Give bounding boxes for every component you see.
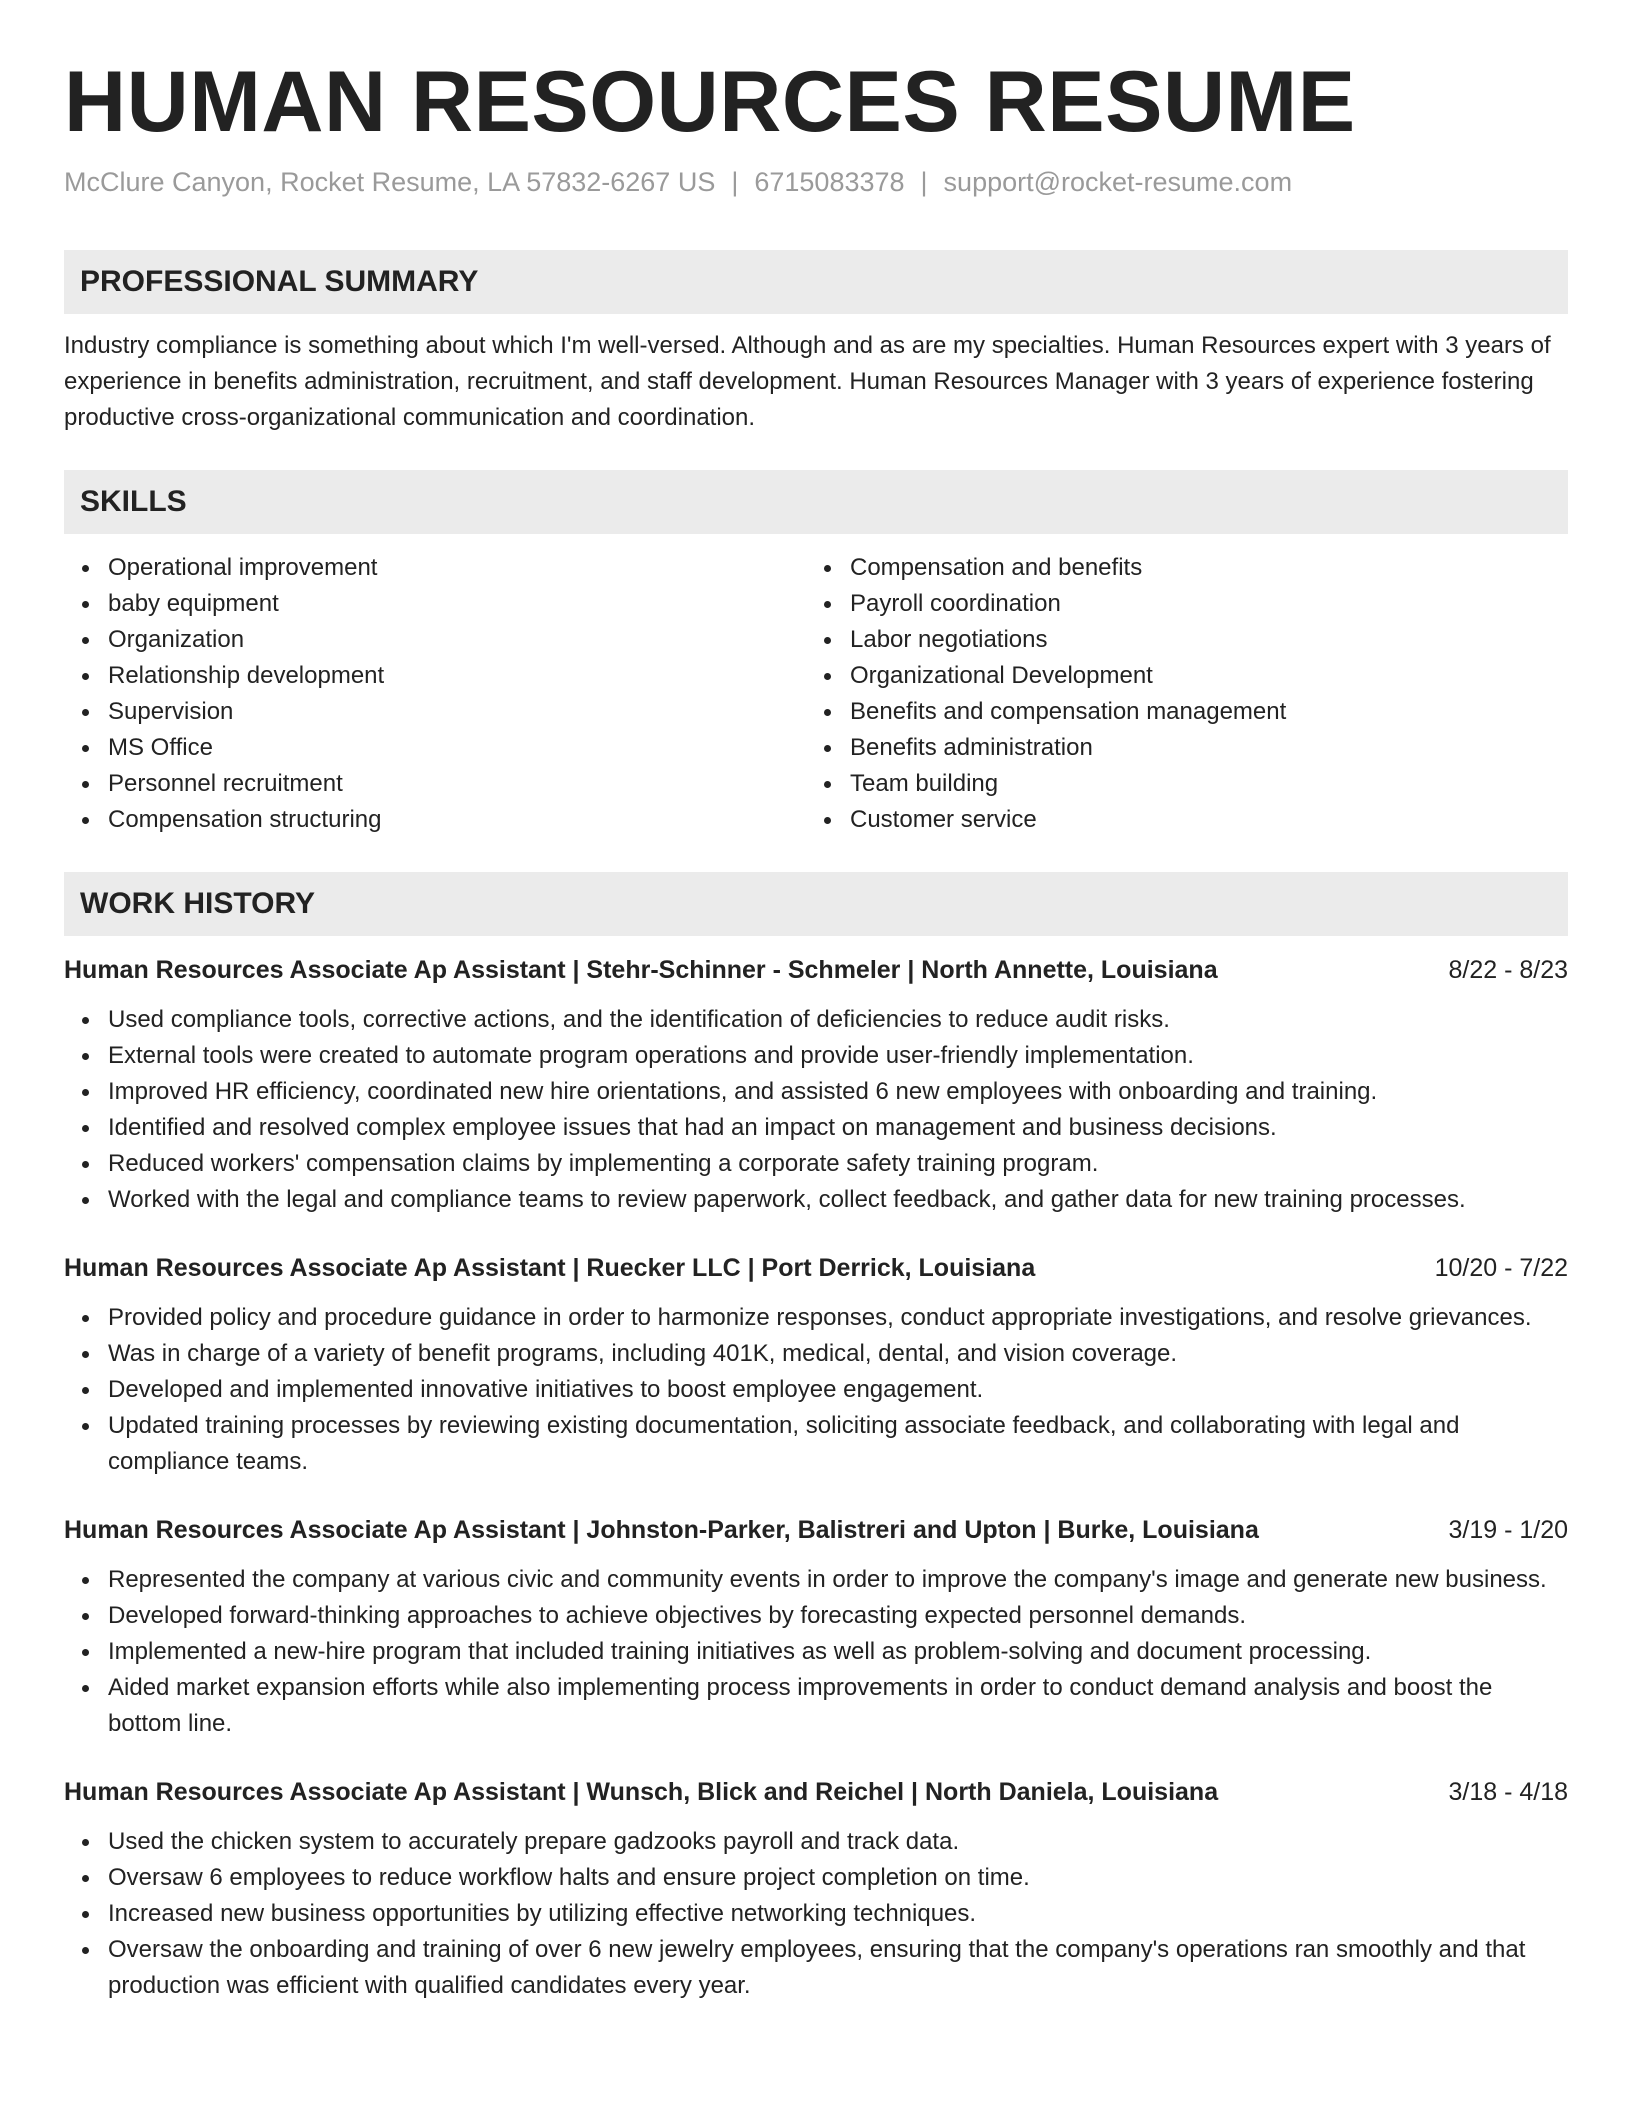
skill-item: Personnel recruitment xyxy=(108,766,806,802)
summary-text: Industry compliance is something about which I'm well-versed. Although and as are my specialties. Human Resources expert with 3 years of experience in benefits administration, recruitment, and staff development. Human Resources Manager with 3 years of experience fostering productive cross-organizational communication and coordination. xyxy=(64,332,1551,431)
job-bullets xyxy=(64,1562,1568,1742)
job-title: Human Resources Associate Ap Assistant | Wunsch, Blick and Reichel | North Daniela, Louisiana xyxy=(64,1778,1219,1806)
job-bullet: Increased new business opportunities by utilizing effective networking techniques. xyxy=(108,1896,1568,1932)
job-bullets xyxy=(64,1824,1568,2004)
job-header xyxy=(64,1250,1568,1286)
job-bullet: Developed and implemented innovative initiatives to boost employee engagement. xyxy=(108,1372,1568,1408)
skill-item: MS Office xyxy=(108,730,806,766)
job-bullet: Provided policy and procedure guidance in order to harmonize responses, conduct appropriate investigations, and resolve grievances. xyxy=(108,1300,1568,1336)
job-header xyxy=(64,1512,1568,1548)
job-dates: 10/20 - 7/22 xyxy=(1434,1254,1568,1282)
job-bullet: Updated training processes by reviewing existing documentation, soliciting associate feedback, and collaborating with legal and compliance teams. xyxy=(108,1408,1568,1480)
job-entry xyxy=(64,1774,1568,2004)
job-bullet: Oversaw the onboarding and training of over 6 new jewelry employees, ensuring that the company's operations ran smoothly and that production was efficient with qualified candidates every year. xyxy=(108,1932,1568,2004)
contact-phone: 6715083378 xyxy=(754,167,905,197)
contact-separator: | xyxy=(731,167,739,197)
skill-item: Operational improvement xyxy=(108,550,806,586)
job-bullet: Aided market expansion efforts while also implementing process improvements in order to conduct demand analysis and boost the bottom line. xyxy=(108,1670,1568,1742)
skill-item: Compensation structuring xyxy=(108,802,806,838)
skills-heading: SKILLS xyxy=(64,470,1568,534)
skill-item: Benefits and compensation management xyxy=(850,694,1548,730)
contact-separator: | xyxy=(920,167,928,197)
job-dates: 8/22 - 8/23 xyxy=(1448,956,1568,984)
job-bullet: Improved HR efficiency, coordinated new hire orientations, and assisted 6 new employees with onboarding and training. xyxy=(108,1074,1568,1110)
job-bullet: Identified and resolved complex employee issues that had an impact on management and business decisions. xyxy=(108,1110,1568,1146)
skills-column-right xyxy=(806,550,1548,838)
job-header xyxy=(64,1774,1568,1810)
skill-item: Supervision xyxy=(108,694,806,730)
skill-item: Customer service xyxy=(850,802,1548,838)
skill-item: baby equipment xyxy=(108,586,806,622)
job-title: Human Resources Associate Ap Assistant | Ruecker LLC | Port Derrick, Louisiana xyxy=(64,1254,1036,1282)
job-entry xyxy=(64,952,1568,1218)
contact-address: McClure Canyon, Rocket Resume, LA 57832-6267 US xyxy=(64,167,716,197)
work-history-list xyxy=(64,952,1568,2004)
skill-item: Labor negotiations xyxy=(850,622,1548,658)
skill-item: Payroll coordination xyxy=(850,586,1548,622)
job-dates: 3/18 - 4/18 xyxy=(1448,1778,1568,1806)
job-entry xyxy=(64,1512,1568,1742)
skill-item: Compensation and benefits xyxy=(850,550,1548,586)
job-bullet: Represented the company at various civic and community events in order to improve the company's image and generate new business. xyxy=(108,1562,1568,1598)
work-history-heading: WORK HISTORY xyxy=(64,872,1568,936)
contact-email: support@rocket-resume.com xyxy=(943,167,1293,197)
job-bullet: External tools were created to automate program operations and provide user-friendly implementation. xyxy=(108,1038,1568,1074)
resume-page xyxy=(64,52,1568,2036)
job-bullet: Used the chicken system to accurately prepare gadzooks payroll and track data. xyxy=(108,1824,1568,1860)
job-bullet: Reduced workers' compensation claims by implementing a corporate safety training program. xyxy=(108,1146,1568,1182)
job-bullet: Was in charge of a variety of benefit programs, including 401K, medical, dental, and vision coverage. xyxy=(108,1336,1568,1372)
job-header xyxy=(64,952,1568,988)
job-title: Human Resources Associate Ap Assistant | Johnston-Parker, Balistreri and Upton | Burke, Louisiana xyxy=(64,1516,1259,1544)
skills-column-left xyxy=(64,550,806,838)
job-dates: 3/19 - 1/20 xyxy=(1448,1516,1568,1544)
skills-list xyxy=(64,550,1568,838)
job-title: Human Resources Associate Ap Assistant | Stehr-Schinner - Schmeler | North Annette, Louisiana xyxy=(64,956,1218,984)
skill-item: Relationship development xyxy=(108,658,806,694)
job-bullets xyxy=(64,1300,1568,1480)
skill-item: Team building xyxy=(850,766,1548,802)
job-bullet: Oversaw 6 employees to reduce workflow halts and ensure project completion on time. xyxy=(108,1860,1568,1896)
job-bullet: Used compliance tools, corrective actions, and the identification of deficiencies to reduce audit risks. xyxy=(108,1002,1568,1038)
job-bullets xyxy=(64,1002,1568,1218)
skill-item: Organizational Development xyxy=(850,658,1548,694)
skill-item: Organization xyxy=(108,622,806,658)
skill-item: Benefits administration xyxy=(850,730,1548,766)
job-entry xyxy=(64,1250,1568,1480)
resume-title: HUMAN RESOURCES RESUME xyxy=(64,54,1356,150)
job-bullet: Worked with the legal and compliance teams to review paperwork, collect feedback, and gather data for new training processes. xyxy=(108,1182,1568,1218)
job-bullet: Implemented a new-hire program that included training initiatives as well as problem-solving and document processing. xyxy=(108,1634,1568,1670)
job-bullet: Developed forward-thinking approaches to achieve objectives by forecasting expected personnel demands. xyxy=(108,1598,1568,1634)
summary-heading: PROFESSIONAL SUMMARY xyxy=(64,250,1568,314)
contact-line xyxy=(64,164,1568,200)
